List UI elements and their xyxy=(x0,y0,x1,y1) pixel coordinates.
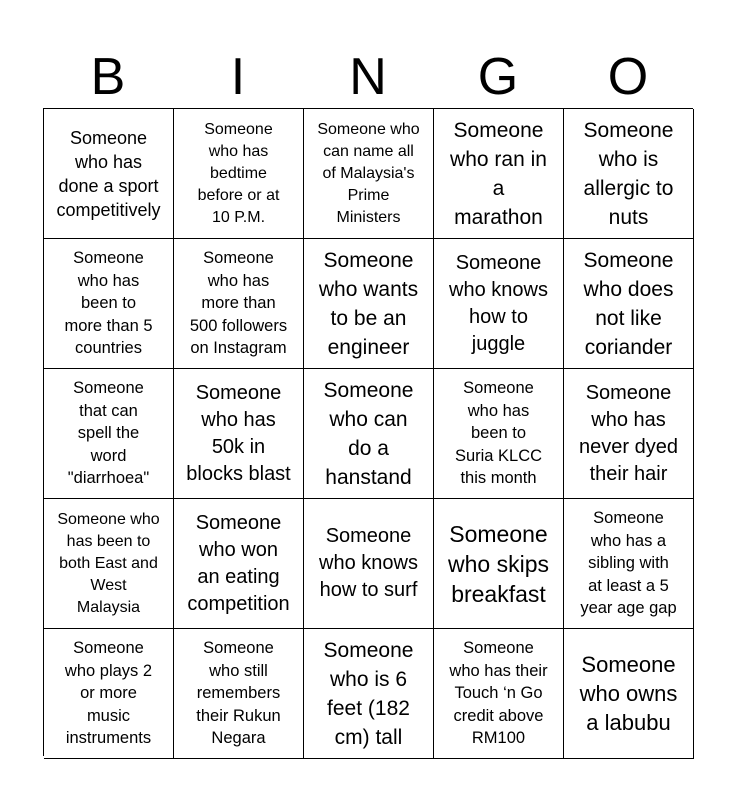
cell-text: Someone who has more than 500 followers on Instagram xyxy=(189,249,288,358)
bingo-cell[interactable] xyxy=(174,499,304,629)
cell-text: Someone who knows how to juggle xyxy=(449,251,548,355)
bingo-cell[interactable] xyxy=(304,369,434,499)
cell-text: Someone who is allergic to nuts xyxy=(583,118,674,229)
cell-text: Someone who is 6 feet (182 cm) tall xyxy=(323,638,414,749)
bingo-cell[interactable] xyxy=(434,369,564,499)
bingo-cell[interactable] xyxy=(304,239,434,369)
cell-text: Someone who has been to Suria KLCC this month xyxy=(454,379,543,488)
bingo-header xyxy=(43,46,693,108)
bingo-cell[interactable] xyxy=(434,499,564,629)
cell-text: Someone who has bedtime before or at 10 P.M. xyxy=(197,120,280,226)
header-letter-i: I xyxy=(230,48,246,106)
header-letter-o: O xyxy=(607,48,649,106)
bingo-cell[interactable] xyxy=(564,239,694,369)
cell-text: Someone who knows how to surf xyxy=(319,525,418,601)
cell-text: Someone who skips breakfast xyxy=(448,520,549,607)
cell-text: Someone who has been to both East and West Malaysia xyxy=(57,510,160,616)
cell-text: Someone who wants to be an engineer xyxy=(318,248,419,359)
cell-text: Someone who ran in a marathon xyxy=(450,118,547,229)
bingo-cell[interactable] xyxy=(434,239,564,369)
bingo-cell[interactable] xyxy=(174,629,304,759)
cell-text: Someone who has never dyed their hair xyxy=(579,381,678,485)
cell-text: Someone who won an eating competition xyxy=(187,511,290,615)
cell-text: Someone who plays 2 or more music instruments xyxy=(64,639,153,748)
bingo-card-grid xyxy=(43,108,693,756)
cell-text: Someone who has been to more than 5 countries xyxy=(64,249,153,358)
cell-text: Someone who still remembers their Rukun Negara xyxy=(196,639,281,748)
bingo-cell[interactable] xyxy=(564,369,694,499)
cell-text: Someone that can spell the word "diarrhoea" xyxy=(67,379,150,488)
cell-text: Someone who has a sibling with at least a 5 year age gap xyxy=(580,509,677,618)
bingo-cell[interactable] xyxy=(564,499,694,629)
cell-text: Someone who has done a sport competitively xyxy=(56,127,161,220)
bingo-cell[interactable] xyxy=(44,109,174,239)
bingo-cell[interactable] xyxy=(174,109,304,239)
bingo-cell[interactable] xyxy=(564,109,694,239)
cell-text: Someone who can do a hanstand xyxy=(323,378,414,489)
cell-text: Someone who has 50k in blocks blast xyxy=(186,381,291,485)
bingo-cell[interactable] xyxy=(434,629,564,759)
bingo-cell[interactable] xyxy=(44,369,174,499)
bingo-cell[interactable] xyxy=(434,109,564,239)
bingo-cell[interactable] xyxy=(44,499,174,629)
bingo-cell[interactable] xyxy=(304,499,434,629)
bingo-cell[interactable] xyxy=(174,369,304,499)
bingo-cell[interactable] xyxy=(304,629,434,759)
cell-text: Someone who has their Touch ‘n Go credit above RM100 xyxy=(449,639,548,748)
header-letter-b: B xyxy=(90,48,126,106)
header-letter-g: G xyxy=(477,48,519,106)
bingo-cell[interactable] xyxy=(44,239,174,369)
bingo-cell[interactable] xyxy=(304,109,434,239)
bingo-cell[interactable] xyxy=(564,629,694,759)
cell-text: Someone who does not like coriander xyxy=(583,248,674,359)
cell-text: Someone who can name all of Malaysia's Prime Ministers xyxy=(317,120,420,226)
cell-text: Someone who owns a labubu xyxy=(579,652,678,735)
bingo-cell[interactable] xyxy=(44,629,174,759)
bingo-cell[interactable] xyxy=(174,239,304,369)
header-letter-n: N xyxy=(349,48,387,106)
